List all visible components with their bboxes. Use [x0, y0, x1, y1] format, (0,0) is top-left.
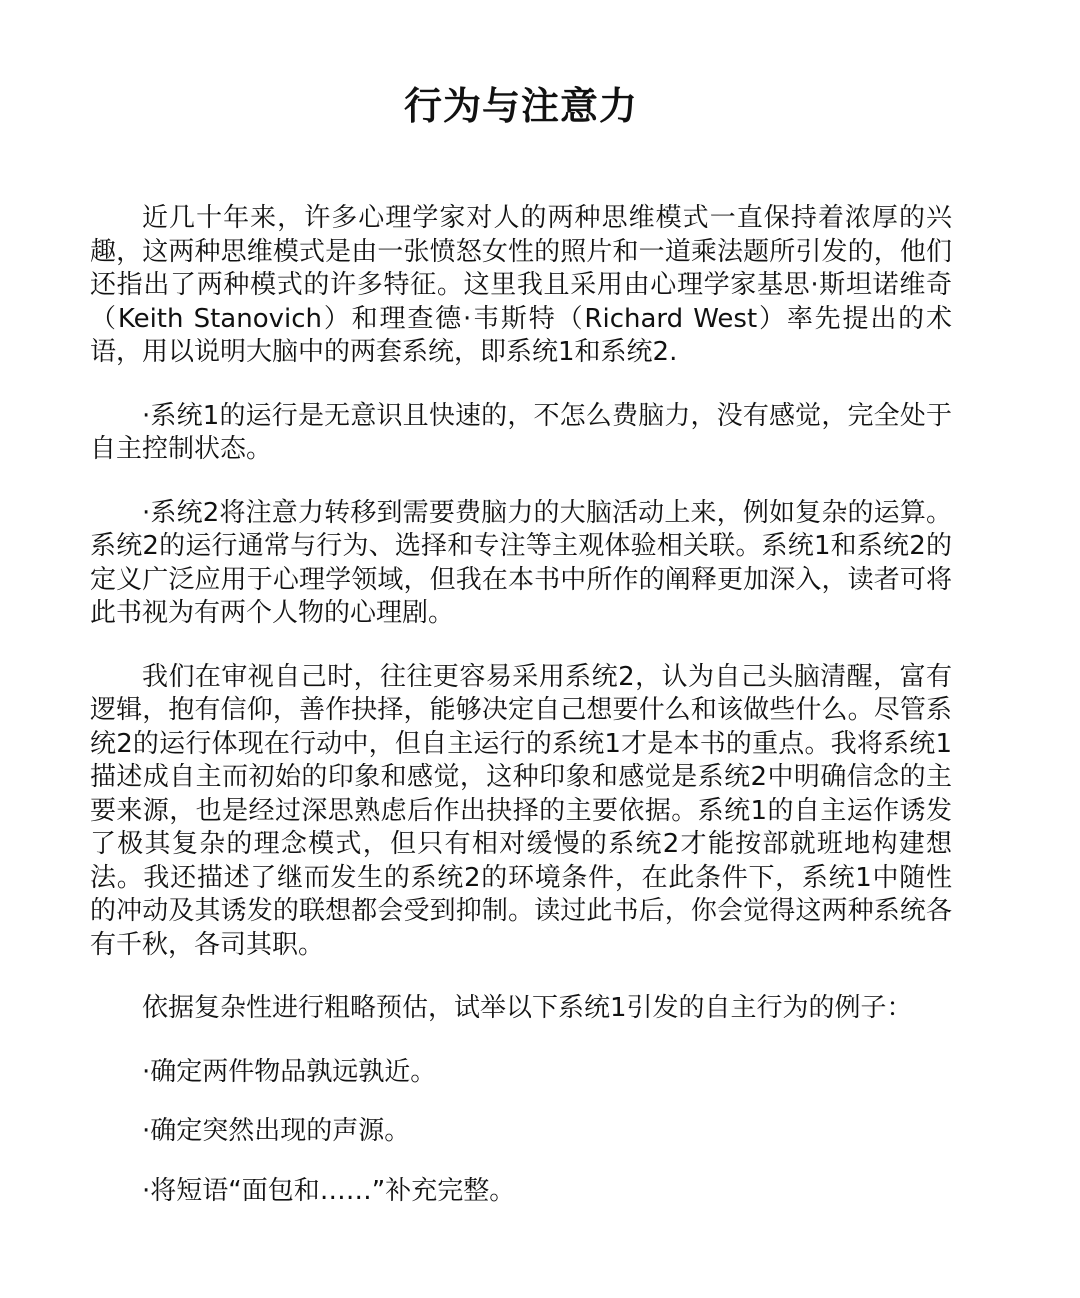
list-item: ·确定突然出现的声源。 — [142, 1116, 411, 1146]
paragraph-system1: ·系统1的运行是无意识且快速的，不怎么费脑力，没有感觉，完全处于自主控制状态。 — [90, 400, 952, 464]
paragraph-system2: ·系统2将注意力转移到需要费脑力的大脑活动上来，例如复杂的运算。系统2的运行通常与行为、选择和专注等主观体验相关联。系统1和系统2的定义广泛应用于心理学领域，但我在本书中所作的阐释更加深入，读者可将此书视为有两个人物的心理剧。 — [90, 497, 952, 628]
list-item: ·确定两件物品孰远孰近。 — [142, 1056, 437, 1087]
page-title: 行为与注意力 — [403, 84, 638, 128]
paragraph-self-review: 我们在审视自己时，往往更容易采用系统2，认为自己头脑清醒，富有逻辑，抱有信仰，善作抉择，能够决定自己想要什么和该做些什么。尽管系统2的运行体现在行动中，但自主运行的系统1才是本书的重点。我将系统1描述成自主而初始的印象和感觉，这种印象和感觉是系统2中明确信念的主要来源，也是经过深思熟虑后作出抉择的主要依据。系统1的自主运作诱发了极其复杂的理念模式，但只有相对缓慢的系统2才能按部就班地构建想法。我还描述了继而发生的系统2的环境条件，在此条件下，系统1中随性的冲动及其诱发的联想都会受到抑制。读过此书后，你会觉得这两种系统各有千秋，各司其职。 — [90, 661, 952, 960]
paragraph-intro: 近几十年来，许多心理学家对人的两种思维模式一直保持着浓厚的兴趣，这两种思维模式是由一张愤怒女性的照片和一道乘法题所引发的，他们还指出了两种模式的许多特征。这里我且采用由心理学家基思·斯坦诺维奇（Keith Stanovich）和理查德·韦斯特（Richard West）率先提出的术语，用以说明大脑中的两套系统，即系统1和系统2. — [90, 203, 952, 367]
paragraph-examples-intro: 依据复杂性进行粗略预估，试举以下系统1引发的自主行为的例子： — [142, 993, 913, 1023]
list-item: ·将短语“面包和……”补充完整。 — [142, 1175, 516, 1206]
